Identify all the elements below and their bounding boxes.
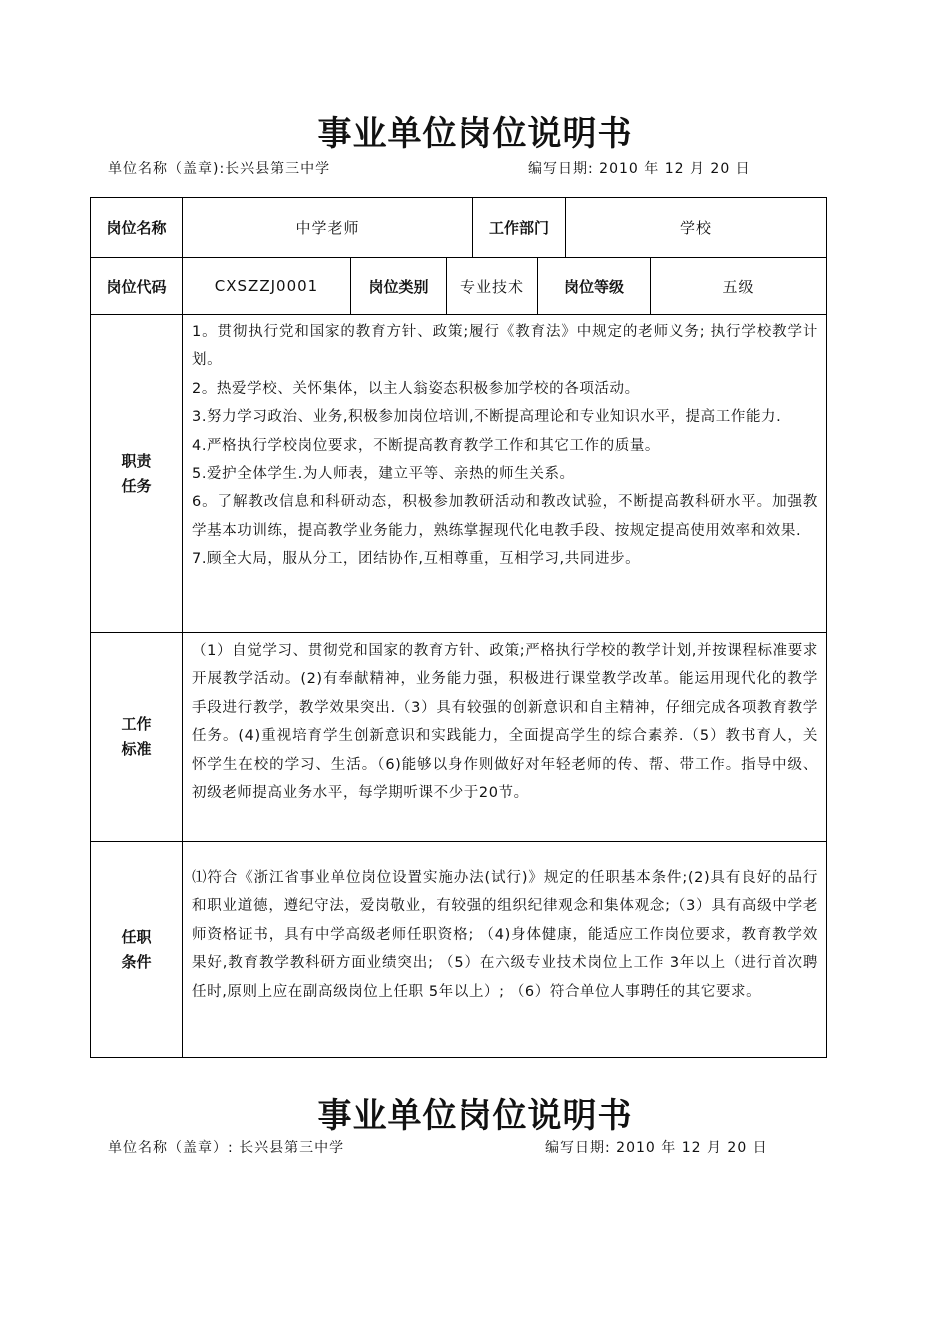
duty-item: 2。热爱学校、关怀集体，以主人翁姿态积极参加学校的各项活动。 — [192, 380, 640, 397]
label-standards-line1: 工作 — [121, 715, 152, 733]
label-duties-line1: 职责 — [121, 451, 152, 470]
duty-item: 6。了解教改信息和科研动态，积极参加教研活动和教改试验，不断提高教科研水平。加强教学基本功训练，提高教学业务能力，熟练掌握现代化电教手段、按规定提高使用效率和效果. — [192, 494, 818, 539]
duty-item: 4.严格执行学校岗位要求，不断提高教育教学工作和其它工作的质量。 — [192, 437, 661, 454]
label-duties — [91, 315, 182, 632]
label-qualifications — [91, 842, 182, 1057]
qualifications-text: ⑴符合《浙江省事业单位岗位设置实施办法(试行)》规定的任职基本条件;(2)具有良好的品行和职业道德，遵纪守法，爱岗敬业，有较强的组织纪律观念和集体观念;（3）具有高级中学老师资格证书，具有中学高级老师任职资格; （4)身体健康，能适应工作岗位要求，教育教学效果好,教育教学教科研方面业绩突出; （5）在六级专业技术岗位上工作 3年以上（进行首次聘任时,原则上应在副高级岗位上任职 5年以上）; （6）符合单位人事聘任的其它要求。 — [192, 870, 818, 1000]
row-divider — [91, 314, 826, 315]
write-date-2: 编写日期: 2010 年 12 月 20 日 — [545, 1140, 768, 1156]
value-position-grade: 五级 — [722, 277, 755, 296]
duties-text — [192, 318, 818, 574]
label-position-code: 岗位代码 — [106, 277, 167, 296]
label-department: 工作部门 — [488, 219, 549, 237]
label-qualifications-line2: 条件 — [121, 952, 152, 971]
label-duties-line2: 任务 — [121, 476, 152, 495]
row-divider — [91, 841, 826, 842]
value-position-code: CXSZZJ0001 — [214, 277, 319, 295]
document-title-2: 事业单位岗位说明书 — [317, 1096, 633, 1136]
value-position-category: 专业技术 — [459, 277, 524, 296]
duty-item: 3.努力学习政治、业务,积极参加岗位培训,不断提高理论和专业知识水平，提高工作能力. — [192, 409, 782, 426]
document-title: 事业单位岗位说明书 — [317, 114, 633, 154]
duty-item: 1。贯彻执行党和国家的教育方针、政策;履行《教育法》中规定的老师义务; 执行学校教学计划。 — [192, 324, 818, 369]
job-description-table — [90, 197, 827, 1058]
col-divider — [182, 314, 183, 1057]
label-position-category: 岗位类别 — [368, 277, 429, 296]
value-department: 学校 — [679, 219, 712, 237]
unit-name-2: 单位名称（盖章）: 长兴县第三中学 — [108, 1140, 345, 1156]
duty-item: 5.爱护全体学生.为人师表，建立平等、亲热的师生关系。 — [192, 466, 575, 483]
label-qualifications-line1: 任职 — [121, 927, 152, 946]
label-position-name: 岗位名称 — [106, 219, 167, 237]
label-standards-line2: 标准 — [121, 740, 152, 758]
duty-item: 7.顾全大局，服从分工，团结协作,互相尊重，互相学习,共同进步。 — [192, 551, 641, 568]
label-work-standards — [91, 633, 182, 841]
label-position-grade: 岗位等级 — [563, 277, 624, 296]
unit-name: 单位名称（盖章):长兴县第三中学 — [108, 161, 331, 177]
row-divider — [91, 632, 826, 633]
work-standards-text: （1）自觉学习、贯彻党和国家的教育方针、政策;严格执行学校的教学计划,并按课程标准要求开展教学活动。(2)有奉献精神，业务能力强，积极进行课堂教学改革。能运用现代化的教学手段进行教学，教学效果突出.（3）具有较强的创新意识和自主精神，仔细完成各项教育教学任务。(4)重视培育学生创新意识和实践能力，全面提高学生的综合素养.（5）教书育人，关怀学生在校的学习、生活。（6)能够以身作则做好对年轻老师的传、帮、带工作。指导中级、初级老师提高业务水平，每学期听课不少于20节。 — [192, 643, 818, 802]
value-position-name: 中学老师 — [295, 219, 360, 237]
write-date: 编写日期: 2010 年 12 月 20 日 — [528, 161, 751, 177]
